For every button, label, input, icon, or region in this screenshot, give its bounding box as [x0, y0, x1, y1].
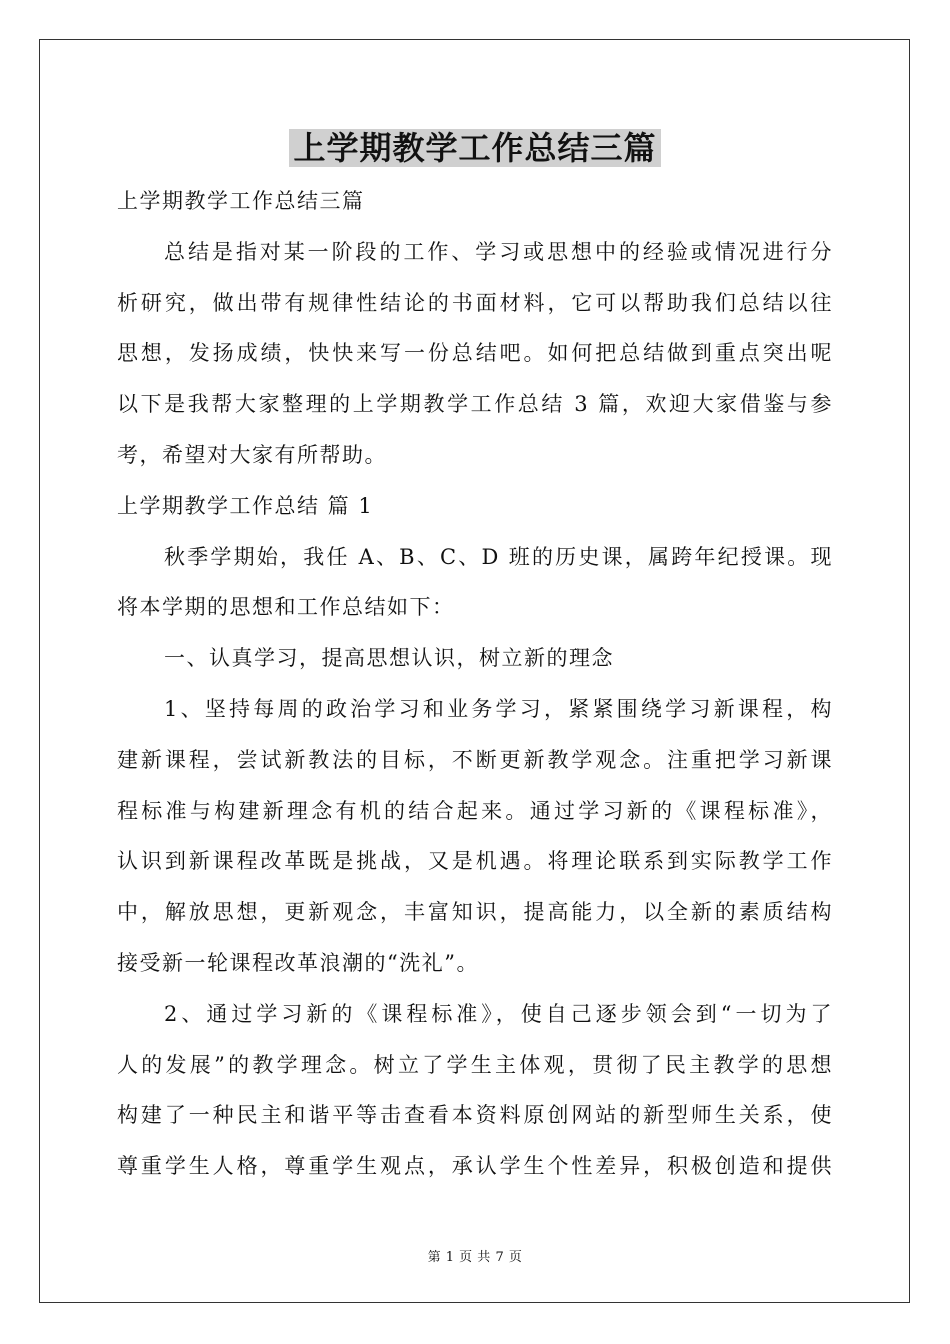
text-line: 2、通过学习新的《课程标准》，使自己逐步领会到“一切为了: [164, 1001, 833, 1026]
text-line: 思想，发扬成绩，快快来写一份总结吧。如何把总结做到重点突出呢: [117, 341, 833, 366]
text-line: 人的发展”的教学理念。树立了学生主体观，贯彻了民主教学的思想: [117, 1052, 833, 1077]
document-body: [117, 176, 833, 1192]
text-line: 接受新一轮课程改革浪潮的“洗礼”。: [117, 950, 479, 975]
text-line: 析研究，做出带有规律性结论的书面材料，它可以帮助我们总结以往: [117, 290, 833, 315]
text-line: 秋季学期始，我任 A、B、C、D 班的历史课，属跨年纪授课。现: [164, 544, 833, 569]
text-line: 上学期教学工作总结 篇 1: [117, 493, 374, 518]
text-line: 以下是我帮大家整理的上学期教学工作总结 3 篇，欢迎大家借鉴与参: [117, 392, 833, 417]
text-line: 认识到新课程改革既是挑战，又是机遇。将理论联系到实际教学工作: [117, 849, 833, 874]
text-line: 考，希望对大家有所帮助。: [117, 442, 387, 467]
text-line: 总结是指对某一阶段的工作、学习或思想中的经验或情况进行分: [164, 239, 833, 264]
text-line: 一、认真学习，提高思想认识，树立新的理念: [164, 646, 614, 671]
text-line: 1、坚持每周的政治学习和业务学习，紧紧围绕学习新课程，构: [164, 696, 833, 721]
title-text: 上学期教学工作总结三篇: [289, 129, 660, 167]
document-title: [0, 124, 950, 172]
text-line: 构建了一种民主和谐平等击查看本资料原创网站的新型师生关系，使: [117, 1103, 833, 1128]
text-line: 将本学期的思想和工作总结如下：: [117, 595, 455, 620]
text-line: 中，解放思想，更新观念，丰富知识，提高能力，以全新的素质结构: [117, 900, 833, 925]
text-line: 建新课程，尝试新教法的目标，不断更新教学观念。注重把学习新课: [117, 747, 833, 772]
text-line: 程标准与构建新理念有机的结合起来。通过学习新的《课程标准》，: [117, 798, 833, 823]
page-footer: 第 1 页 共 7 页: [427, 1250, 523, 1265]
text-line: 上学期教学工作总结三篇: [117, 189, 365, 213]
text-line: 尊重学生人格，尊重学生观点，承认学生个性差异，积极创造和提供: [117, 1154, 833, 1179]
